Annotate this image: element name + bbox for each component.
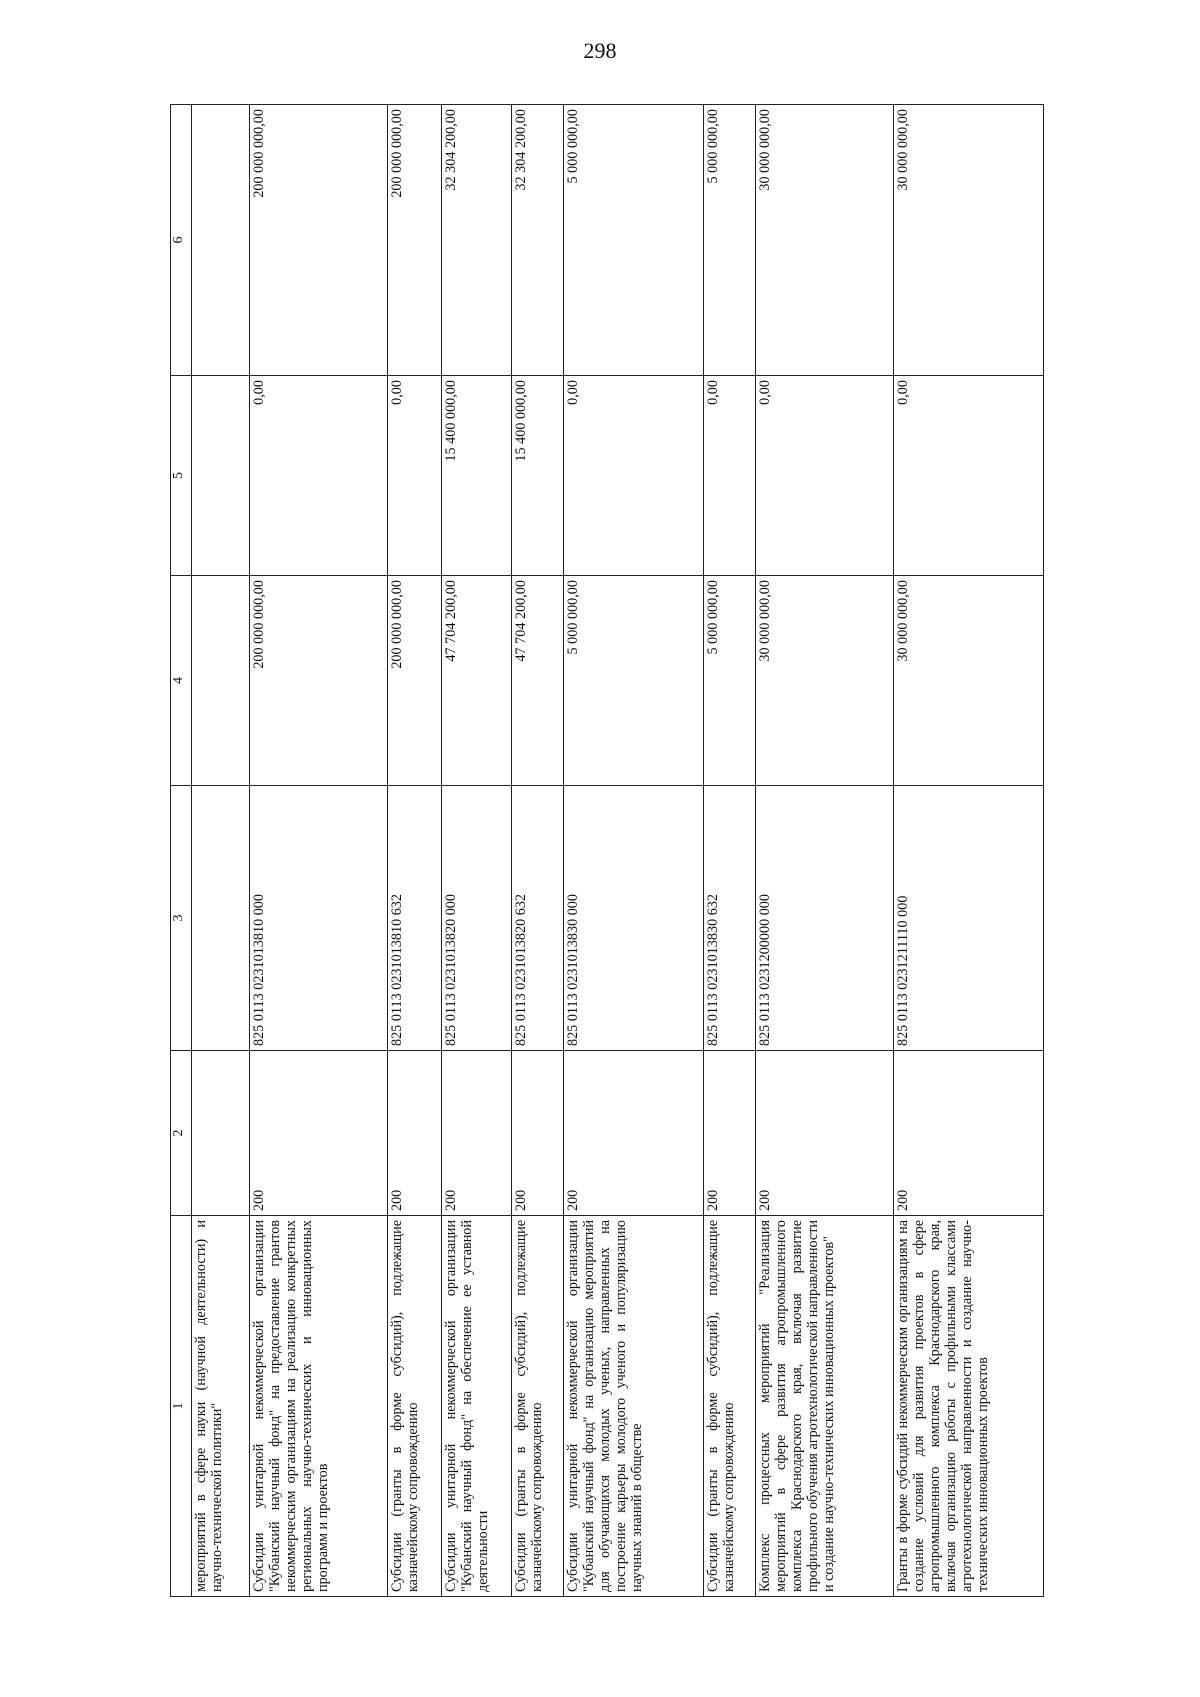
rotated-table-container [170,105,1042,1597]
table-row [894,105,1044,1597]
row-col5: 0,00 [894,376,1044,576]
row-col5: 15 400 000,00 [442,376,512,576]
column-header: 3 [171,786,192,1051]
row-code: 200 [442,1051,512,1216]
table-row [192,105,250,1597]
column-header: 2 [171,1051,192,1216]
row-name: Комплекс процессных мероприятий "Реализация мероприятий в сфере развития агропромышленного комплекса Краснодарского края, включая развитие профильного обучения агротехнологической направленности и создание научно-технических инновационных проектов" [756,1216,894,1597]
table-header-row [171,105,192,1597]
row-col5: 0,00 [704,376,756,576]
row-col6 [192,105,250,376]
row-col4: 47 704 200,00 [442,576,512,786]
row-col5: 0,00 [756,376,894,576]
row-col6: 200 000 000,00 [250,105,388,376]
row-col5 [192,376,250,576]
table-row [388,105,442,1597]
row-code: 200 [894,1051,1044,1216]
column-header: 4 [171,576,192,786]
row-code: 200 [512,1051,564,1216]
row-name: Гранты в форме субсидий некоммерческим организациям на создание условий для развития проектов в сфере агропромышленного комплекса Краснодарского края, включая организацию работы с профильными классами агротехнологической направленности и создание научно-технических инновационных проектов [894,1216,1044,1597]
row-name: Субсидии унитарной некоммерческой организации "Кубанский научный фонд" на предоставление грантов некоммерческим организациям на реализацию конкретных региональных научно-технических и инновационных программ и проектов [250,1216,388,1597]
row-code: 200 [756,1051,894,1216]
row-code: 200 [388,1051,442,1216]
row-kbk: 825 0113 0231211110 000 [894,786,1044,1051]
row-col4: 47 704 200,00 [512,576,564,786]
row-col6: 200 000 000,00 [388,105,442,376]
row-col5: 0,00 [388,376,442,576]
row-col4: 5 000 000,00 [704,576,756,786]
row-col4: 30 000 000,00 [756,576,894,786]
row-col6: 32 304 200,00 [442,105,512,376]
row-name: Субсидии (гранты в форме субсидий), подлежащие казначейскому сопровождению [512,1216,564,1597]
budget-table [170,104,1044,1597]
row-kbk: 825 0113 0231013820 000 [442,786,512,1051]
row-col6: 5 000 000,00 [564,105,704,376]
row-col4: 30 000 000,00 [894,576,1044,786]
row-name: мероприятий в сфере науки (научной деятельности) и научно-технической политики" [192,1216,250,1597]
column-header: 5 [171,376,192,576]
table-row [704,105,756,1597]
row-name: Субсидии (гранты в форме субсидий), подлежащие казначейскому сопровождению [704,1216,756,1597]
row-col6: 30 000 000,00 [756,105,894,376]
row-col6: 30 000 000,00 [894,105,1044,376]
row-kbk: 825 0113 0231200000 000 [756,786,894,1051]
column-header: 6 [171,105,192,376]
row-name: Субсидии унитарной некоммерческой организации "Кубанский научный фонд" на организацию мероприятий для обучающихся молодых ученых, направленных на построение карьеры молодого ученого и популяризацию научных знаний в обществе [564,1216,704,1597]
row-col4 [192,576,250,786]
row-kbk: 825 0113 0231013810 632 [388,786,442,1051]
row-col6: 32 304 200,00 [512,105,564,376]
table-row [250,105,388,1597]
row-kbk: 825 0113 0231013820 632 [512,786,564,1051]
row-name: Субсидии (гранты в форме субсидий), подлежащие казначейскому сопровождению [388,1216,442,1597]
row-col5: 15 400 000,00 [512,376,564,576]
table-row [512,105,564,1597]
table-row [564,105,704,1597]
row-kbk: 825 0113 0231013830 000 [564,786,704,1051]
page-number: 298 [583,38,617,63]
row-kbk [192,786,250,1051]
row-col5: 0,00 [250,376,388,576]
row-code [192,1051,250,1216]
row-code: 200 [564,1051,704,1216]
row-name: Субсидии унитарной некоммерческой организации "Кубанский научный фонд" на обеспечение ее уставной деятельности [442,1216,512,1597]
row-kbk: 825 0113 0231013810 000 [250,786,388,1051]
table-row [756,105,894,1597]
row-col4: 200 000 000,00 [388,576,442,786]
row-kbk: 825 0113 0231013830 632 [704,786,756,1051]
row-col4: 200 000 000,00 [250,576,388,786]
column-header: 1 [171,1216,192,1597]
table-row [442,105,512,1597]
row-col6: 5 000 000,00 [704,105,756,376]
row-code: 200 [250,1051,388,1216]
row-code: 200 [704,1051,756,1216]
row-col4: 5 000 000,00 [564,576,704,786]
row-col5: 0,00 [564,376,704,576]
